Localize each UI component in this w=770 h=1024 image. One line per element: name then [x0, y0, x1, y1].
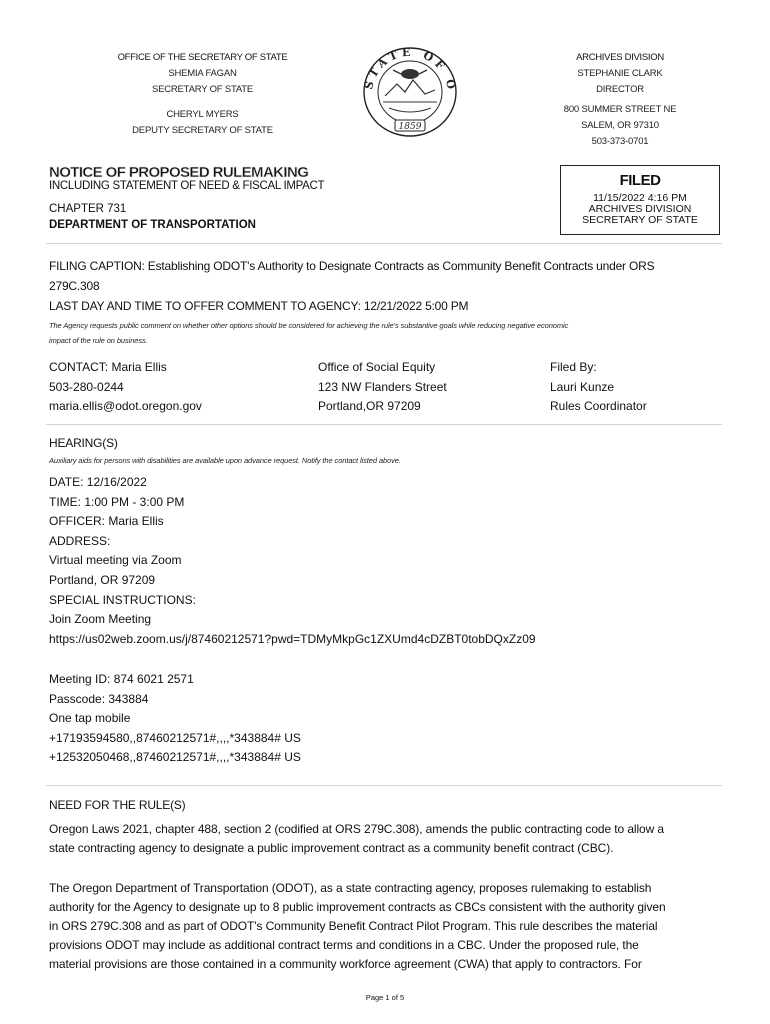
need-paragraph-2 [49, 879, 666, 974]
office-name: Office of Social Equity [318, 360, 436, 374]
department: DEPARTMENT OF TRANSPORTATION [49, 219, 256, 231]
agency-note [49, 318, 568, 348]
page-number: Page 1 of 5 [365, 993, 405, 1002]
filed-by-title: Rules Coordinator [550, 399, 647, 414]
filed-by-name: Lauri Kunze [550, 379, 615, 394]
chapter: CHAPTER 731 [49, 203, 127, 215]
filed-by-label: Filed By: [550, 360, 597, 374]
hearing-note: Auxiliary aids for persons with disabilities are available upon advance request. Notify the contact listed above. [49, 456, 401, 465]
zoom-join-label: Join Zoom Meeting [49, 612, 152, 627]
seal-text: STATE OF O [362, 45, 459, 95]
phone-dial-1[interactable]: +17193594580,,87460212571#,,,,*343884# US [49, 730, 301, 745]
paragraph-line: Oregon Laws 2021, chapter 488, section 2 (codified at ORS 279C.308), amends the public contracting code to allow a [49, 822, 664, 836]
divider [46, 785, 722, 786]
agency-note-line-1: The Agency requests public comment on whether other options should be considered for achieving the rule's substantive goals while reducing negative economic [49, 321, 569, 330]
contact-column [49, 358, 202, 417]
paragraph-line: The Oregon Department of Transportation (ODOT), as a state contracting agency, proposes rulemaking to establish [49, 881, 652, 895]
divider [46, 424, 722, 425]
paragraph-line: authority for the Agency to designate up to 8 public improvement contracts as CBCs consistent with the authority given [49, 900, 666, 914]
paragraph-line: provisions ODOT may include as additional contract terms and conditions in a CBC. Under the proposed rule, the [49, 938, 639, 952]
secretary-name: SHEMIA FAGAN [168, 68, 237, 79]
hearing-address-line-2: Portland, OR 97209 [49, 572, 156, 587]
office-city: Portland,OR 97209 [318, 399, 421, 414]
hearing-address-line-1: Virtual meeting via Zoom [49, 553, 182, 568]
hearing-officer: OFFICER: Maria Ellis [49, 514, 164, 529]
filed-by-column [550, 358, 647, 417]
address-line-2: SALEM, OR 97310 [581, 120, 659, 131]
svg-text:STATE OF OREGON [355, 44, 458, 94]
caption-line-1: FILING CAPTION: Establishing ODOT's Authority to Designate Contracts as Community Benefit Contracts under ORS [49, 259, 655, 273]
need-paragraph-1 [49, 820, 664, 858]
notice-subtitle: INCLUDING STATEMENT OF NEED & FISCAL IMPACT [49, 180, 325, 192]
director-title: DIRECTOR [596, 84, 644, 95]
filing-caption [49, 256, 654, 296]
zoom-link[interactable]: https://us02web.zoom.us/j/87460212571?pwd=TDMyMkpGc1ZXUmd4cDZBT0tobDQxZz09 [49, 631, 536, 646]
paragraph-line: state contracting agency to designate a public improvement contract as a community benefit contract (CBC). [49, 841, 614, 855]
director-name: STEPHANIE CLARK [577, 68, 663, 79]
office-street: 123 NW Flanders Street [318, 379, 447, 394]
agency-note-line-2: impact of the rule on business. [49, 336, 148, 345]
filed-stamp [560, 165, 720, 235]
office-column [318, 358, 447, 417]
contact-phone: 503-280-0244 [49, 379, 124, 394]
need-heading: NEED FOR THE RULE(S) [49, 798, 186, 812]
zoom-details [49, 670, 301, 768]
hearing-time: TIME: 1:00 PM - 3:00 PM [49, 494, 185, 509]
last-day-comment: LAST DAY AND TIME TO OFFER COMMENT TO AGENCY: 12/21/2022 5:00 PM [49, 299, 469, 313]
header-left [95, 50, 310, 139]
caption-line-2: 279C.308 [49, 279, 100, 293]
one-tap-label: One tap mobile [49, 711, 131, 726]
office-name: OFFICE OF THE SECRETARY OF STATE [117, 52, 288, 63]
header-right [520, 50, 720, 150]
contact-name: CONTACT: Maria Ellis [49, 360, 167, 374]
passcode: Passcode: 343884 [49, 691, 149, 706]
divider [46, 243, 722, 244]
filed-datetime: 11/15/2022 4:16 PM [593, 192, 687, 204]
filed-label: FILED [619, 172, 661, 189]
deputy-title: DEPUTY SECRETARY OF STATE [132, 125, 273, 136]
hearing-heading: HEARING(S) [49, 436, 118, 450]
meeting-id: Meeting ID: 874 6021 2571 [49, 672, 194, 686]
filed-office: SECRETARY OF STATE [582, 214, 698, 226]
phone-dial-2[interactable]: +12532050468,,87460212571#,,,,*343884# US [49, 750, 301, 765]
paragraph-line: material provisions are those contained in a community workforce agreement (CWA) that apply to contractors. For [49, 957, 642, 971]
seal-year: 1859 [398, 122, 422, 132]
oregon-state-seal [355, 44, 465, 140]
notice-block [49, 164, 324, 231]
paragraph-line: in ORS 279C.308 and as part of ODOT's Community Benefit Contract Pilot Program. This rule describes the material [49, 919, 658, 933]
phone-number: 503-373-0701 [591, 136, 649, 147]
hearing-date: DATE: 12/16/2022 [49, 475, 147, 489]
filed-division: ARCHIVES DIVISION [588, 203, 692, 215]
hearing-details [49, 473, 536, 649]
hearing-address-label: ADDRESS: [49, 533, 111, 548]
deputy-name: CHERYL MYERS [166, 109, 239, 120]
address-line-1: 800 SUMMER STREET NE [563, 104, 677, 115]
division-name: ARCHIVES DIVISION [576, 52, 664, 63]
notice-title: NOTICE OF PROPOSED RULEMAKING [49, 164, 309, 181]
secretary-title: SECRETARY OF STATE [151, 84, 254, 95]
contact-email[interactable]: maria.ellis@odot.oregon.gov [49, 399, 202, 414]
special-instructions-label: SPECIAL INSTRUCTIONS: [49, 592, 196, 607]
